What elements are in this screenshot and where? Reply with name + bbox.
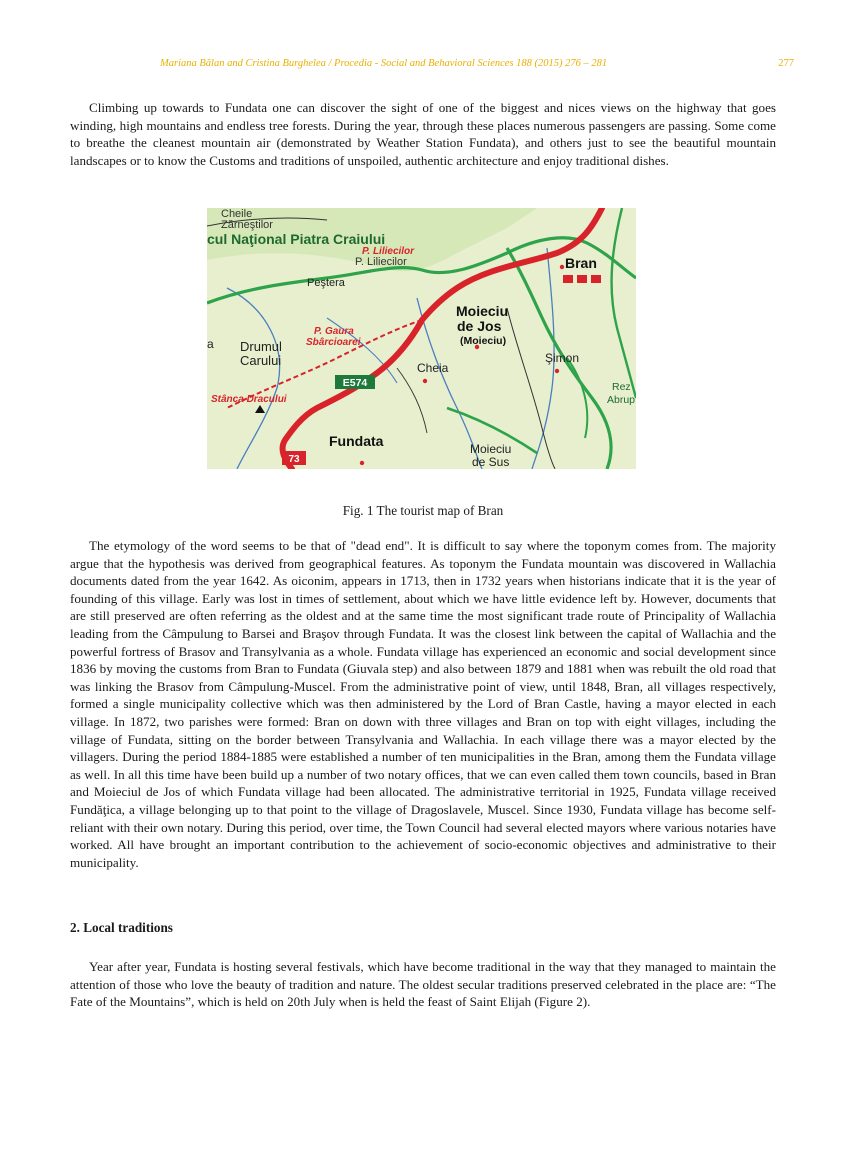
map-label: Moieciu bbox=[456, 303, 509, 319]
map-park-label: cul Naţional Piatra Craiului bbox=[207, 231, 386, 247]
map-label: Moieciu bbox=[470, 442, 512, 456]
traditions-paragraph: Year after year, Fundata is hosting several festivals, which have become traditional in the way that they managed to maintain the attention of those who love the beauty of tradition and nature. The oldest secular traditions preserved celebrated in the place are: “The Fate of the Mountains”, which is held on 20th July when is held the feast of Saint Elijah (Figure 2). bbox=[70, 959, 776, 1010]
road-73-label: 73 bbox=[288, 454, 300, 465]
map-label: Cheia bbox=[417, 361, 449, 375]
map-label: Zărneştilor bbox=[221, 219, 273, 231]
map-label: P. Liliecilor bbox=[355, 256, 407, 268]
map-label: Stânca Dracului bbox=[211, 394, 287, 405]
map-label: Sbârcioarei bbox=[306, 337, 361, 348]
page-number: 277 bbox=[778, 58, 794, 69]
tourist-map bbox=[207, 208, 636, 469]
etymology-paragraph: The etymology of the word seems to be that of "dead end". It is difficult to say where the toponym comes from. The majority argue that the hypothesis was derived from geographical features. As toponym the Fundata mountain was discovered in Wallachia documents dated from the year 1642. As oiconim, appears in 1713, then in 1732 years when historians indicate that it is the year of founding of this village. Early was lost in times of settlement, about which we have little evidence left by. However, documents that are still preserved are often referring as the oldest and at the same time the most significant trade route of Principality of Wallachia leading from the Câmpulung to Barsei and Braşov through Fundata. It was the closest link between the capital of Wallachia and the powerful fortress of Brasov and Transylvania as a whole. Fundata village has experienced an economic and social development since 1836 by moving the customs from Bran to Fundata (Giuvala step) and also between 1879 and 1881 when was rebuilt the old road that was linking the Brasov from Câmpulung-Muscel. From the administrative point of view, until 1848, Bran, all villages respectively, formed a single municipality collective which was then administered by the Lord of Bran Castle, having a mayor elected in each village. In 1872, two parishes were formed: Bran on down with three villages and Bran on top with eight villages, including the village of Fundata, sitting on the border between Transylvania and Wallachia. In each village there was a mayor elected by the villagers. During the period 1884-1885 were established a number of ten municipalities in the Bran, among them the Fundata village as well. In all this time have been build up a number of two notary offices, that we can even called them town councils, based in Bran and Moieciul de Jos of which Fundata village had been allocated. The administrative territorial in 1925, Fundata village received Fundăţica, a village belonging up to that point to the village of Dragoslavele, Muscel. Since 1930, Fundata village has become self-reliant with their own notary. During this period, over time, the Town Council had several elected mayors where various notaries have worked. All have brought an important contribution to the achievement of socio-economic objectives and administrative to their municipality. bbox=[70, 538, 776, 870]
map-label: a bbox=[207, 337, 214, 351]
map-label: P. Gaura bbox=[314, 326, 354, 337]
running-header bbox=[0, 58, 846, 74]
map-marker bbox=[555, 369, 559, 373]
map-label: Abrup bbox=[607, 394, 636, 406]
running-title: Mariana Bălan and Cristina Burghelea / Procedia - Social and Behavioral Sciences 188 (2015) 276 – 281 bbox=[160, 58, 608, 69]
map-marker bbox=[423, 379, 427, 383]
map-label: Carului bbox=[240, 353, 282, 368]
map-label: Peştera bbox=[307, 277, 345, 289]
map-label: de Jos bbox=[457, 318, 502, 334]
tourist-map-figure bbox=[207, 208, 636, 469]
map-label: Fundata bbox=[329, 433, 384, 449]
map-label: P. Liliecilor bbox=[362, 246, 415, 257]
map-label: Rez bbox=[612, 381, 631, 393]
map-label: Cheile bbox=[221, 208, 253, 220]
e574-label: E574 bbox=[342, 377, 368, 389]
castle-icon bbox=[577, 275, 587, 283]
map-label: Şimon bbox=[545, 351, 580, 365]
castle-icon bbox=[563, 275, 573, 283]
section-heading: 2. Local traditions bbox=[70, 920, 173, 935]
map-marker bbox=[360, 461, 364, 465]
map-label: Drumul bbox=[240, 339, 282, 354]
figure-caption: Fig. 1 The tourist map of Bran bbox=[342, 503, 504, 518]
map-marker bbox=[560, 265, 564, 269]
intro-paragraph: Climbing up towards to Fundata one can discover the sight of one of the biggest and nices views on the highway that goes winding, high mountains and endless tree forests. During the year, through these places numerous passengers are passing. Some come to breathe the cleanest mountain air (demonstrated by Weather Station Fundata), and others just to see the beautiful mountain landscapes or to know the Customs and traditions of unspoiled, authentic architecture and enjoy traditional dishes. bbox=[70, 100, 776, 168]
castle-icon bbox=[591, 275, 601, 283]
map-label: (Moieciu) bbox=[460, 335, 507, 347]
map-label: de Sus bbox=[472, 455, 510, 469]
map-label: Bran bbox=[565, 255, 597, 271]
